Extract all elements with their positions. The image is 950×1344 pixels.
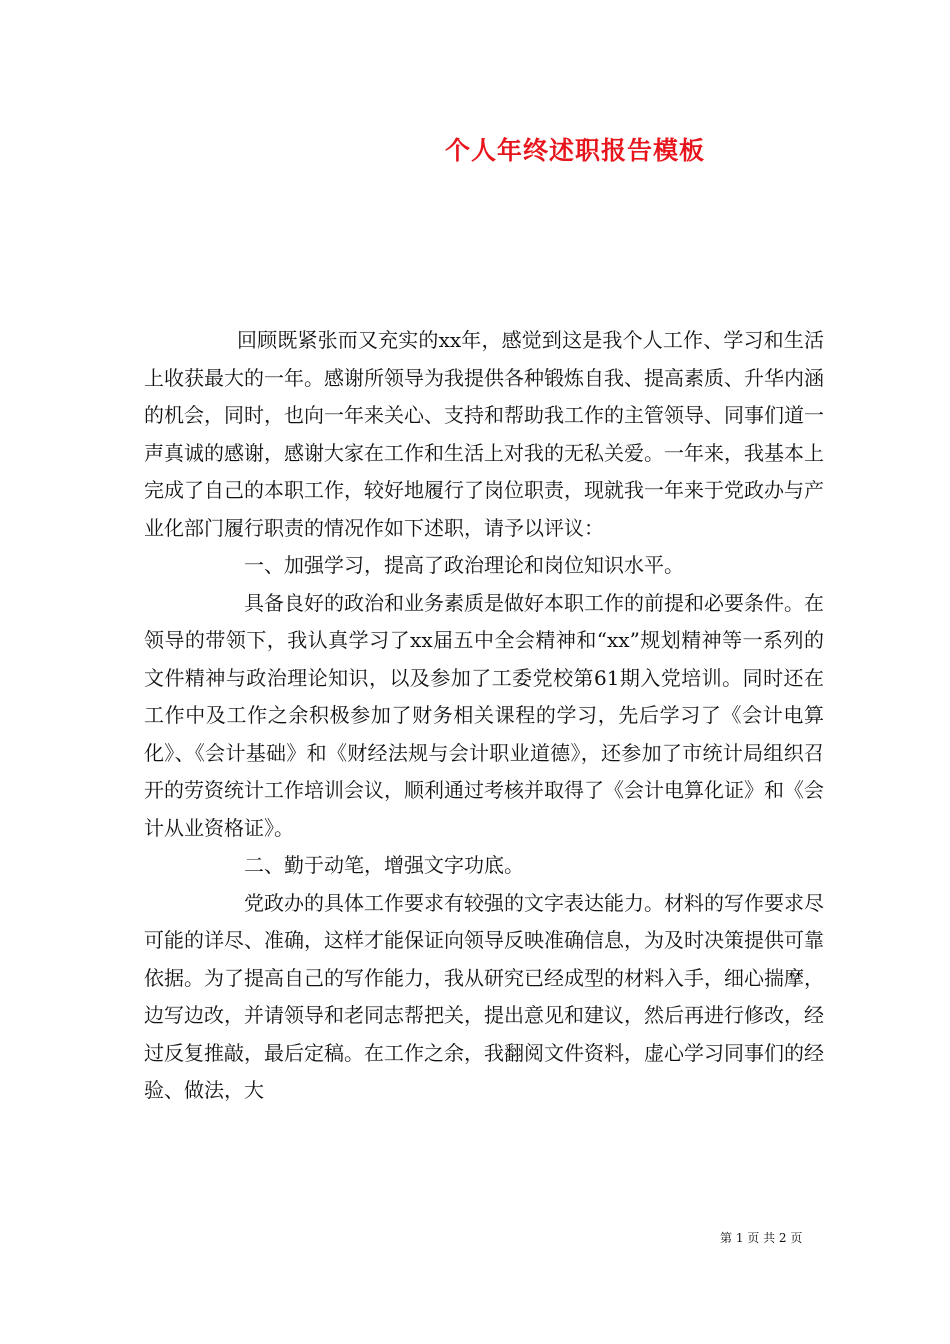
paragraph-intro: 回顾既紧张而又充实的xx年，感觉到这是我个人工作、学习和生活上收获最大的一年。感谢所领导为我提供各种锻炼自我、提高素质、升华内涵的机会，同时，也向一年来关心、支持和帮助我工作的主管领导、同事们道一声真诚的感谢，感谢大家在工作和生活上对我的无私关爱。一年来，我基本上完成了自己的本职工作，较好地履行了岗位职责，现就我一年来于党政办与产业化部门履行职责的情况作如下述职，请予以评议： <box>144 328 824 540</box>
document-body <box>144 322 824 1110</box>
page-footer: 第 1 页 共 2 页 <box>720 1231 803 1245</box>
section-heading-1: 一、加强学习，提高了政治理论和岗位知识水平。 <box>244 553 684 577</box>
document-title: 个人年终述职报告模板 <box>444 136 705 165</box>
section-heading-2: 二、勤于动笔，增强文字功底。 <box>244 853 524 877</box>
paragraph-study: 具备良好的政治和业务素质是做好本职工作的前提和必要条件。在领导的带领下，我认真学习了xx届五中全会精神和“xx”规划精神等一系列的文件精神与政治理论知识，以及参加了工委党校第61期入党培训。同时还在工作中及工作之余积极参加了财务相关课程的学习，先后学习了《会计电算化》、《会计基础》和《财经法规与会计职业道德》，还参加了市统计局组织召开的劳资统计工作培训会议，顺利通过考核并取得了《会计电算化证》和《会计从业资格证》。 <box>144 590 824 840</box>
paragraph-writing: 党政办的具体工作要求有较强的文字表达能力。材料的写作要求尽可能的详尽、准确，这样才能保证向领导反映准确信息，为及时决策提供可靠依据。为了提高自己的写作能力，我从研究已经成型的材料入手，细心揣摩，边写边改，并请领导和老同志帮把关，提出意见和建议，然后再进行修改，经过反复推敲，最后定稿。在工作之余，我翻阅文件资料，虚心学习同事们的经验、做法，大 <box>144 890 824 1102</box>
